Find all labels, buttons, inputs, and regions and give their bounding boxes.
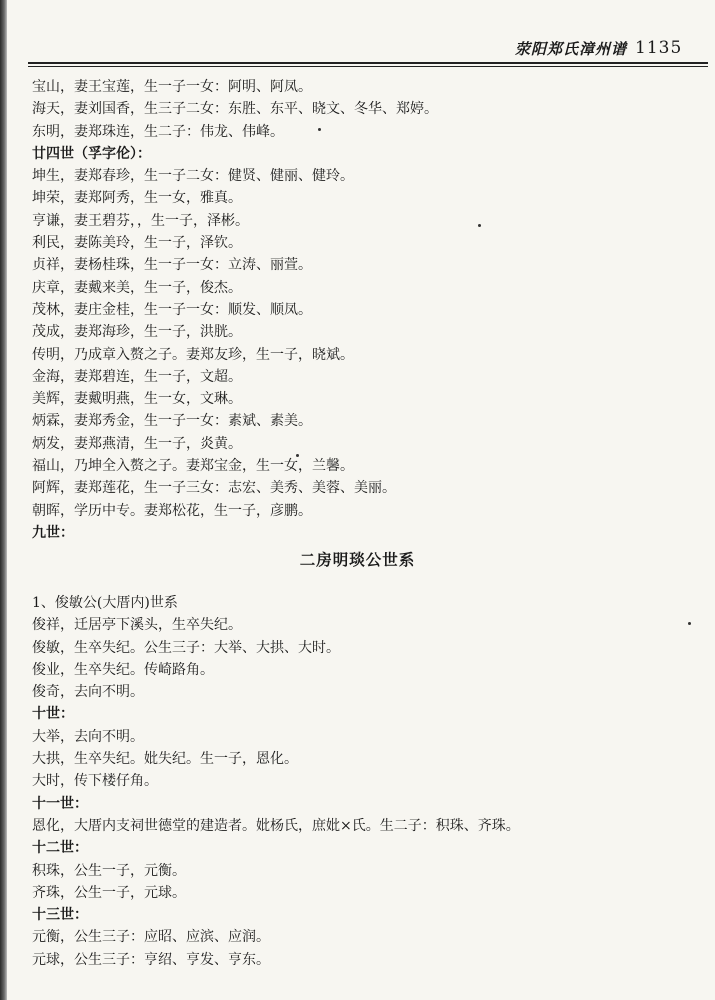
genealogy-entry: 俊奇，去向不明。: [32, 684, 144, 701]
section-title: 二房明琰公世系: [299, 550, 416, 569]
genealogy-entry: 大拱，生卒失纪。妣失纪。生一子，恩化。: [32, 751, 298, 768]
genealogy-entry: 利民，妻陈美玲，生一子，泽钦。: [32, 235, 242, 252]
genealogy-entry: 元球，公生三子：亨绍、亨发、亨东。: [32, 951, 270, 968]
genealogy-entry: 炳霖，妻郑秀金，生一子一女：素斌、素美。: [32, 413, 312, 430]
genealogy-entry: 恩化，大厝内支祠世德堂的建造者。妣杨氏，庶妣×氏。生二子：积珠、齐珠。: [32, 817, 520, 834]
scan-speck: [688, 622, 691, 625]
genealogy-entry: 美辉，妻戴明燕，生一女，文琳。: [32, 391, 242, 408]
genealogy-entry: 俊敏，生卒失纪。公生三子：大举、大拱、大时。: [32, 639, 340, 656]
genealogy-entry: 炳发，妻郑燕清，生一子，炎黄。: [32, 435, 242, 452]
genealogy-entry: 茂成，妻郑海珍，生一子，洪胱。: [32, 324, 242, 341]
genealogy-entry: 茂林，妻庄金桂，生一子一女：顺发、顺凤。: [32, 301, 312, 318]
genealogy-entry: 俊业，生卒失纪。传崎路角。: [32, 661, 214, 678]
running-header: [514, 38, 683, 59]
header-rule-thin: [28, 66, 708, 67]
genealogy-entry: 大举，去向不明。: [32, 728, 144, 745]
genealogy-entry: 大时，传下楼仔角。: [32, 773, 158, 790]
genealogy-entries-top: [32, 76, 692, 544]
genealogy-entry: 庆章，妻戴来美，生一子，俊杰。: [32, 279, 242, 296]
genealogy-entry: 俊祥，迁居亭下溪头，生卒失纪。: [32, 617, 242, 634]
genealogy-entry: 贞祥，妻杨桂珠，生一子一女：立涛、丽萱。: [32, 257, 312, 274]
genealogy-entry: 亨谦，妻王碧芬，，生一子，泽彬。: [32, 212, 249, 229]
generation-heading: 十三世：: [32, 907, 88, 924]
genealogy-entry: 海天，妻刘国香，生三子二女：东胜、东平、晓文、冬华、郑婷。: [32, 101, 438, 118]
genealogy-entry: 坤荣，妻郑阿秀，生一女，雅真。: [32, 190, 242, 207]
genealogy-entry: 朝晖，学历中专。妻郑松花，生一子，彦鹏。: [32, 502, 312, 519]
genealogy-entries-bottom: [32, 592, 692, 971]
header-rule-thick: [28, 62, 708, 64]
scan-speck: [318, 128, 321, 131]
generation-heading: 十一世：: [32, 795, 88, 812]
genealogy-entry: 传明，乃成章入赘之子。妻郑友珍，生一子，晓斌。: [32, 346, 354, 363]
scan-speck: [296, 454, 299, 457]
generation-heading: 十世：: [32, 706, 74, 723]
generation-heading: 十二世：: [32, 840, 88, 857]
genealogy-entry: 金海，妻郑碧连，生一子，文超。: [32, 368, 242, 385]
scan-speck: [478, 224, 481, 227]
genealogy-entry: 坤生，妻郑春珍，生一子二女：健贤、健丽、健玲。: [32, 168, 354, 185]
page-number: 1135: [635, 38, 683, 58]
book-title: 荥阳郑氏漳州谱: [514, 40, 627, 58]
genealogy-entry: 福山，乃坤全入赘之子。妻郑宝金，生一女，兰馨。: [32, 458, 354, 475]
genealogy-entry: 元衡，公生三子：应昭、应滨、应润。: [32, 929, 270, 946]
genealogy-entry: 宝山，妻王宝莲，生一子一女：阿明、阿凤。: [32, 79, 312, 95]
genealogy-entry: 齐珠，公生一子，元球。: [32, 884, 186, 901]
genealogy-entry: 东明，妻郑珠连，生二子：伟龙、伟峰。: [32, 123, 284, 140]
page-binding-edge: [0, 0, 7, 1000]
generation-heading: 廿四世（孚字伦）：: [32, 145, 151, 162]
generation-heading: 九世：: [32, 524, 74, 541]
genealogy-entry: 阿辉，妻郑莲花，生一子三女：志宏、美秀、美蓉、美丽。: [32, 480, 396, 497]
genealogy-entry: 积珠，公生一子，元衡。: [32, 862, 186, 879]
genealogy-entry: 1、俊敏公(大厝内)世系: [32, 595, 178, 611]
